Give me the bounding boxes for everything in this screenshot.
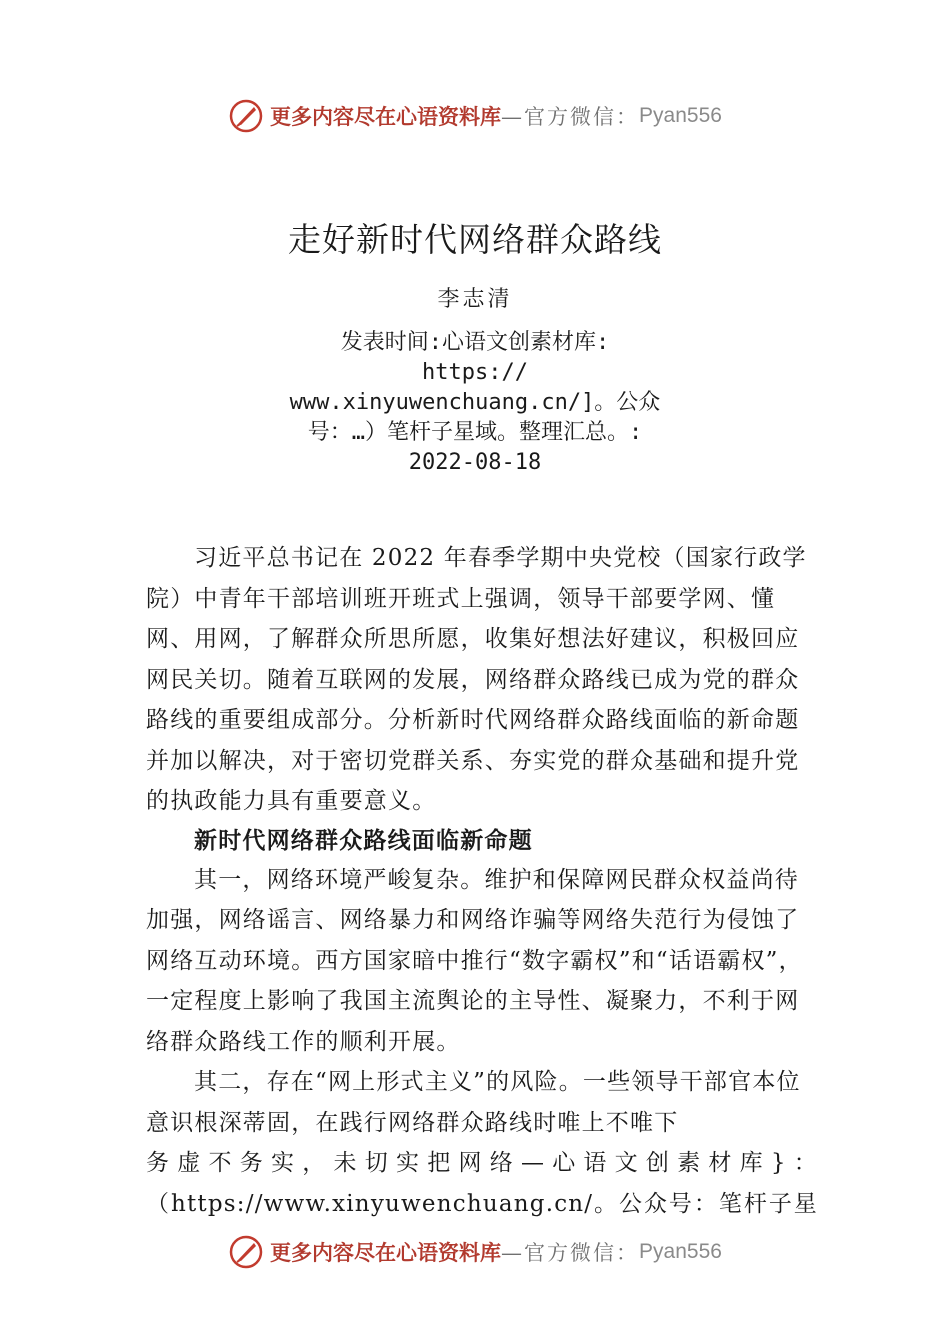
pub-line: https://: [422, 360, 528, 385]
body-paragraph-line: 务虚不务实，未切实把网络—心语文创素材库}：: [146, 1150, 818, 1176]
header-watermark-banner: [0, 96, 950, 136]
body-paragraph-line: （https://www.xinyuwenchuang.cn/。公众号：笔杆子星: [146, 1190, 818, 1217]
quill-logo-icon: [228, 98, 264, 134]
article-title: 走好新时代网络群众路线: [288, 220, 662, 259]
body-paragraph: 习近平总书记在 2022 年春季学期中央党校（国家行政学院）中青年干部培训班开班式上强调，领导干部要学网、懂网、用网，了解群众所思所愿，收集好想法好建议，积极回应网民关切。随着互联网的发展，网络群众路线已成为党的群众路线的重要组成部分。分析新时代网络群众路线面临的新命题并加以解决，对于密切党群关系、夯实党的群众基础和提升党的执政能力具有重要意义。: [146, 545, 807, 814]
banner-wechat-label: —官方微信：: [501, 1241, 640, 1265]
article-author: 李志清: [437, 287, 513, 312]
banner-wechat-id: Pyan556: [639, 1240, 722, 1263]
pub-line: www.xinyuwenchuang.cn/]。公众: [289, 390, 661, 415]
body-paragraph: 其一，网络环境严峻复杂。维护和保障网民群众权益尚待加强，网络谣言、网络暴力和网络诈骗等网络失范行为侵蚀了网络互动环境。西方国家暗中推行“数字霸权”和“话语霸权”，一定程度上影响了我国主流舆论的主导性、凝聚力，不利于网络群众路线工作的顺利开展。: [146, 866, 803, 1055]
pub-line: 号：…）笔杆子星域。整理汇总。:: [307, 420, 643, 445]
banner-wechat-label: —官方微信：: [501, 105, 640, 129]
banner-wechat-id: Pyan556: [639, 104, 722, 127]
publication-info: [275, 328, 675, 478]
section-heading: 新时代网络群众路线面临新命题: [194, 827, 533, 854]
quill-logo-icon: [228, 1234, 264, 1270]
pub-line: 发表时间:心语文创素材库:: [340, 330, 610, 355]
footer-watermark-banner: [0, 1232, 950, 1272]
article-body: [146, 538, 818, 1224]
banner-library-text: 更多内容尽在心语资料库: [270, 104, 502, 129]
banner-library-text: 更多内容尽在心语资料库: [270, 1240, 502, 1265]
body-paragraph: 其二，存在“网上形式主义”的风险。一些领导干部官本位意识根深蒂固，在践行网络群众路线时唯上不唯下: [146, 1069, 801, 1136]
pub-date: 2022-08-18: [408, 450, 542, 475]
